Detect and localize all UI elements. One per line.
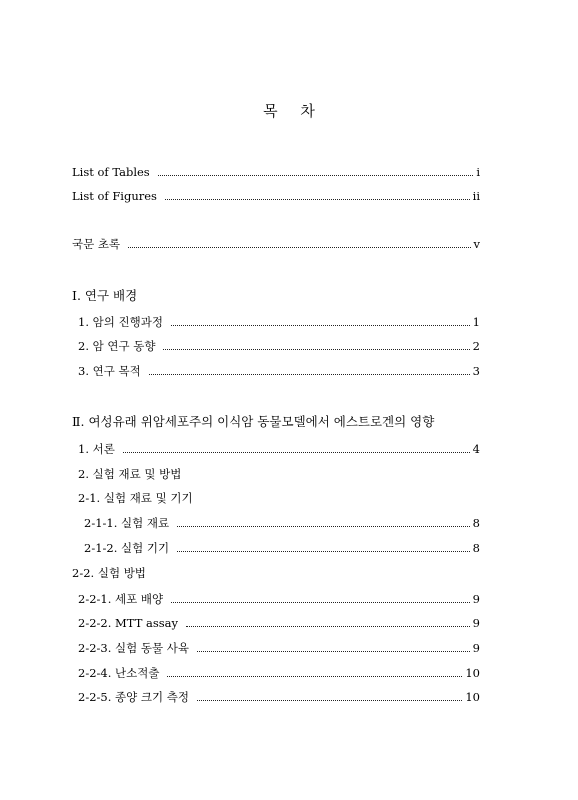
toc-entry-label: List of Figures	[72, 189, 157, 203]
toc-entry	[78, 591, 480, 607]
toc-entry-label: 국문 초록	[72, 237, 121, 251]
toc-entry-list-of-tables	[72, 164, 480, 180]
toc-entry-label: 1. 암의 진행과정	[78, 315, 163, 329]
toc-entry-page: 2	[472, 339, 480, 353]
toc-entry	[78, 314, 480, 330]
toc-entry-page: 10	[465, 666, 480, 680]
toc-entry	[78, 689, 480, 705]
leader-dots	[177, 550, 470, 552]
toc-entry-label: 2-1-2. 실험 기기	[84, 541, 170, 555]
toc-entry-page: 9	[472, 641, 480, 655]
toc-entry-page: 10	[465, 690, 480, 704]
toc-entry	[78, 665, 480, 681]
leader-dots	[149, 373, 470, 375]
toc-entry-page: 8	[472, 541, 480, 555]
toc-entry	[78, 615, 480, 631]
toc-entry	[78, 441, 480, 457]
leader-dots	[167, 675, 462, 677]
leader-dots	[171, 601, 470, 603]
toc-entry-page: 9	[472, 592, 480, 606]
toc-entry-label: 2-2-1. 세포 배양	[78, 592, 164, 606]
toc-entry-page: 3	[472, 364, 480, 378]
section-heading: 2. 실험 재료 및 방법	[78, 467, 182, 481]
toc-entry-label: 2-2-2. MTT assay	[78, 616, 179, 630]
toc-entry-page: 8	[472, 516, 480, 530]
leader-dots	[186, 625, 470, 627]
leader-dots	[197, 650, 470, 652]
toc-entry-korean-abstract	[72, 236, 480, 252]
toc-entry-label: 2. 암 연구 동향	[78, 339, 156, 353]
toc-entry-page: 1	[472, 315, 480, 329]
toc-entry-label: List of Tables	[72, 165, 150, 179]
toc-entry-label: 2-2-4. 난소적출	[78, 666, 160, 680]
toc-entry-label: 3. 연구 목적	[78, 364, 141, 378]
toc-entry-label: 2-2-3. 실험 동물 사육	[78, 641, 189, 655]
leader-dots	[171, 324, 470, 326]
toc-entry-page: ii	[472, 189, 480, 203]
toc-entry	[78, 363, 480, 379]
section-heading: 2-2. 실험 방법	[72, 566, 146, 580]
section-heading: 2-1. 실험 재료 및 기기	[78, 491, 193, 505]
toc-entry	[84, 515, 480, 531]
toc-entry-label: 1. 서론	[78, 442, 115, 456]
toc-entry-label: 2-2-5. 종양 크기 측정	[78, 690, 189, 704]
leader-dots	[158, 174, 474, 176]
toc-entry-page: i	[476, 165, 480, 179]
page-title: 목 차	[263, 102, 315, 120]
toc-entry-page: 9	[472, 616, 480, 630]
toc-entry-page: 4	[472, 442, 480, 456]
toc-entry-label: 2-1-1. 실험 재료	[84, 516, 170, 530]
chapter-1-heading: I. 연구 배경	[72, 288, 138, 303]
toc-entry	[78, 338, 480, 354]
toc-entry-list-of-figures	[72, 188, 480, 204]
leader-dots	[128, 246, 470, 248]
chapter-2-heading: Ⅱ. 여성유래 위암세포주의 이식암 동물모델에서 에스트로겐의 영향	[72, 414, 435, 429]
leader-dots	[165, 198, 470, 200]
leader-dots	[123, 451, 470, 453]
leader-dots	[163, 348, 469, 350]
toc-entry	[78, 640, 480, 656]
toc-entry-page: v	[473, 237, 480, 251]
leader-dots	[197, 699, 462, 701]
leader-dots	[177, 525, 470, 527]
toc-entry	[84, 540, 480, 556]
